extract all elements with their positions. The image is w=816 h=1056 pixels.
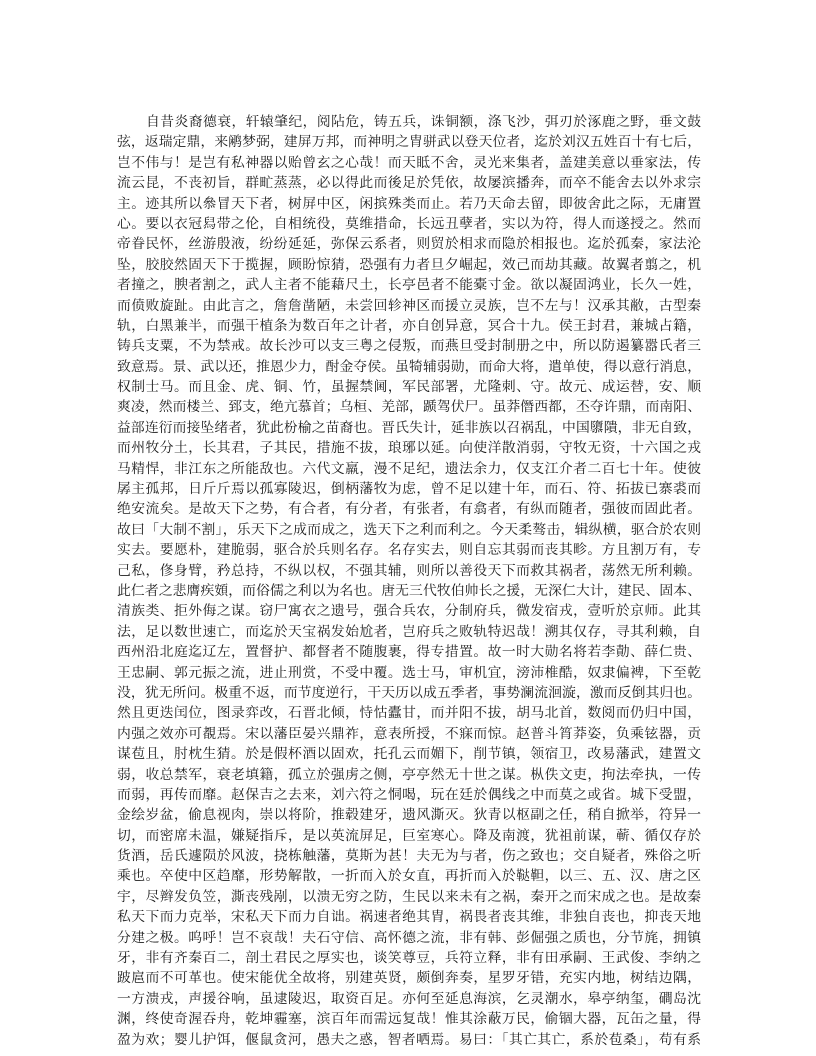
text-line: 切，而密席未温，嫌疑指斥，是以英流屏足，巨室寒心。降及南渡，犹祖前谋，蕲、循仅存於: [117, 827, 701, 844]
text-line: 弦，返瑞定鼎，来鹇梦弼，建屏万邦，而神明之胄骈武以登天位者，迄於刘汉五姓百十有七后，: [117, 134, 701, 151]
text-body: [117, 112, 701, 1050]
text-line: 实去。要愿朴，建脆弱，驱合於兵则名存。名存实去，则自忘其弱而丧其畛。方且割万有，专: [117, 542, 701, 559]
text-line: 分建之极。呜呼！岂不哀哉！夫石守信、高怀德之流，非有韩、彭倔强之质也，分节旄，拥镇: [117, 929, 701, 946]
text-line: 主。迹其所以叅冒天下者，树屏中区，闲摈殊类而止。若乃天命去留，即彼舍此之际，无庸置: [117, 195, 701, 212]
text-line: 心。要以衣冠舄带之伦，自相统役，莫维措命，长远丑孽者，实以为符，得人而遂授之。然而: [117, 215, 701, 232]
text-line: 盈为欢；婴儿护饵，偃鼠贪河，愚夫之惑，智者哂焉。易曰：「其亡其亡，系於苞桑」，苟有系: [117, 1031, 701, 1048]
text-line: 然且更迭闰位，图录弈改，石晋北倾，恃怙蠹甘，而并阳不拔，胡马北首，数阅而仍归中国，: [117, 705, 701, 722]
text-line: 而偾败旋趾。由此言之，詹詹凿陋，未尝回轸神区而援立灵族，岂不左与！汉承其敝，古型秦: [117, 297, 701, 314]
text-line: 爽凌，然而楼兰、郅支，绝亢慕首；乌桓、羌部，踬驾伏尸。虽莽僭西都，丕夺许鼎，而南阳、: [117, 399, 701, 416]
text-line: 轨，白黑兼半，而强干植条为数百年之计者，亦自创异意，冥合十九。侯王封君，兼城占籍，: [117, 317, 701, 334]
text-line: 岂不伟与！是岂有私神器以贻曾玄之心哉！而天眡不舍，灵光来集者，盖建美意以垂家法，传: [117, 154, 701, 171]
text-line: 流云昆，不丧初旨，群甿蒸蒸，必以得此而後足於凭依，故屡滨播奔，而卒不能舍去以外求宗: [117, 175, 701, 192]
text-line: 内强之效亦可覩焉。宋以藩臣晏兴鼎祚，意表所授，不寐而惊。赵普斗筲莽姿，负乘铉器，贡: [117, 725, 701, 742]
text-line: 坠，胶胶然固天下于揽握，顾盼惊猜，恐强有力者旦夕崛起，效己而劫其藏。故翼者翦之，机: [117, 256, 701, 273]
text-line: 权制士马。而且金、虎、铜、竹，虽握禁阃，军民部署，尤隆刺、守。故元、成运替，安、顺: [117, 379, 701, 396]
text-line: 此仁者之悲膺疾頞，而俗儒之利以为名也。唐无三代牧伯帅长之援，无深仁大计，建民、固本、: [117, 582, 701, 599]
text-line: 而州牧分土，长其君，子其民，措施不拔，琅琊以延。向使洋散消弱，守牧无资，十六国之戎: [117, 440, 701, 457]
text-line: 自昔炎裔德衰，轩辕肇纪，阅阽危，铸五兵，诛铜额，涤飞沙，弭刃於涿鹿之野，垂文鼓: [146, 114, 701, 130]
text-line: 孱主孤邦，日斤斤焉以孤寡陵迟，倒柄藩牧为虑，曾不足以建十年，而石、符、拓拔已寨裘而: [117, 481, 701, 498]
text-line: 金绘岁盆，偷息视肉，崇以将阶，推毂建牙，遗风澌灭。狄青以枢副之任，稍自掀举，符异一: [117, 807, 701, 824]
text-line: 私天下而力克举，宋私天下而力自诎。祸速者绝其胄，祸畏者丧其维，非独自丧也，抑丧天地: [117, 909, 701, 926]
text-line: 宇，尽辫发负笠，澌丧残剐，以溃无穷之防，生民以来未有之祸，秦开之而宋成之也。是故秦: [117, 888, 701, 905]
text-line: 没，犹无所问。极重不返，而节度逆行，干天历以成五季者，事势澜流洄漩，激而反倒其归也。: [117, 684, 701, 701]
text-line: 者撞之，腴者割之，武人主者不能藉尺土，长亭邑者不能橐寸金。欲以凝固鸿业，长久一姓，: [117, 277, 701, 294]
text-line: 谋苞且，肘枕生猜。於是假杯酒以固欢，托孔云而媚下，削节镇，领宿卫，改易藩武，建置文: [117, 746, 701, 763]
text-line: 西州沿北庭迄辽左，置督护、都督者不随腹裹，得专措置。故一时大勋名将若李勣、薛仁贵、: [117, 644, 701, 661]
text-line: 故曰「大制不割」，乐天下之成而成之，选天下之利而利之。今天柔骜击，辑纵横，驱合於农则: [117, 521, 701, 538]
text-line: 马精悍，非江东之所能敌也。六代文羸，漫不足纪，遗法余力，仅支江介者二百七十年。使彼: [117, 460, 701, 477]
text-line: 绝安流矣。是故天下之势，有合者，有分者，有张者，有翕者，有纵而随者，强彼而固此者。: [117, 501, 701, 518]
text-line: 致意焉。景、武以还，推恩少力，酎金夺侯。虽犄辅弱勋，而命大将，遣单使，得以意行消息，: [117, 358, 701, 375]
text-line: 乘也。卒使中区趋靡，形势解散，一折而入於女直，再折而入於鞑靼，以三、五、汉、唐之区: [117, 868, 701, 885]
text-line: 而弱，再传而靡。赵保吉之去来，刘六符之恫喝，玩在廷於偶线之中而莫之或省。城下受盟，: [117, 786, 701, 803]
text-line: 跛扈而不可革也。使宋能优全故将，别建英贤，颇倒奔奏，星罗牙错，充实内地，树结边隅，: [117, 970, 701, 987]
text-line: 法，足以数世速亡，而迄於天宝祸发始尬者，岂府兵之败轨特迟哉！溯其仅存，寻其利赖，自: [117, 623, 701, 640]
text-line: 铸兵支粟，不为禁戒。故长沙可以支三粤之侵叛，而燕旦受封制册之中，所以防遏纂嚣氏者三: [117, 338, 701, 355]
text-line: 益部连衍而接坠绪者，犹此枌榆之苗裔也。晋氏失计，延非族以召祸乱，中国隳隤，非无自致，: [117, 419, 701, 436]
text-line: 己私，俢身臂，矜总持，不纵以权，不强其辅，则所以善役天下而救其祸者，荡然无所利赖。: [117, 562, 701, 579]
text-line: 牙，非有齐秦百二，剖土君民之厚实也，谈笑尊豆，兵符立释，非有田承嗣、王武俊、李纳之: [117, 950, 701, 967]
text-line: 帝眷民怀，丝游殷液，纷纷延延，弥保云系者，则贸於相求而隐於相报也。迄於孤秦，家法沦: [117, 236, 701, 253]
text-line: 渊，终使奇渥吞舟，乾坤霾塞，滨百年而需远复哉！惟其涂蔽万民，偷锢大器，瓦缶之量，得: [117, 1011, 701, 1028]
text-line: 弱，收总禁军，衰老填籍，孤立於强虏之侧，亭亭然无十世之谋。枞佚文吏，拘法牵执，一传: [117, 766, 701, 783]
text-line: 王忠嗣、郭元振之流，进止刑赏，不受中覆。选士马，审机宜，滂沛椎酷，奴隶偏裨，下至乾: [117, 664, 701, 681]
text-line: 一方溃戎，声援谷响，虽逮陵迟，取资百足。亦何至延息海滨，乞灵潮水，皋亭纳玺，磵岛沈: [117, 990, 701, 1007]
text-line: 清族类、拒外侮之谋。窃尸寓衣之遗号，强合兵农，分制府兵，微发宿戎，壹听於京师。此其: [117, 603, 701, 620]
text-line: 货酒，岳氏遽陨於风波，挠栋触藩，莫斯为甚！夫无为与者，伤之致也；交自疑者，殊俗之听: [117, 848, 701, 865]
